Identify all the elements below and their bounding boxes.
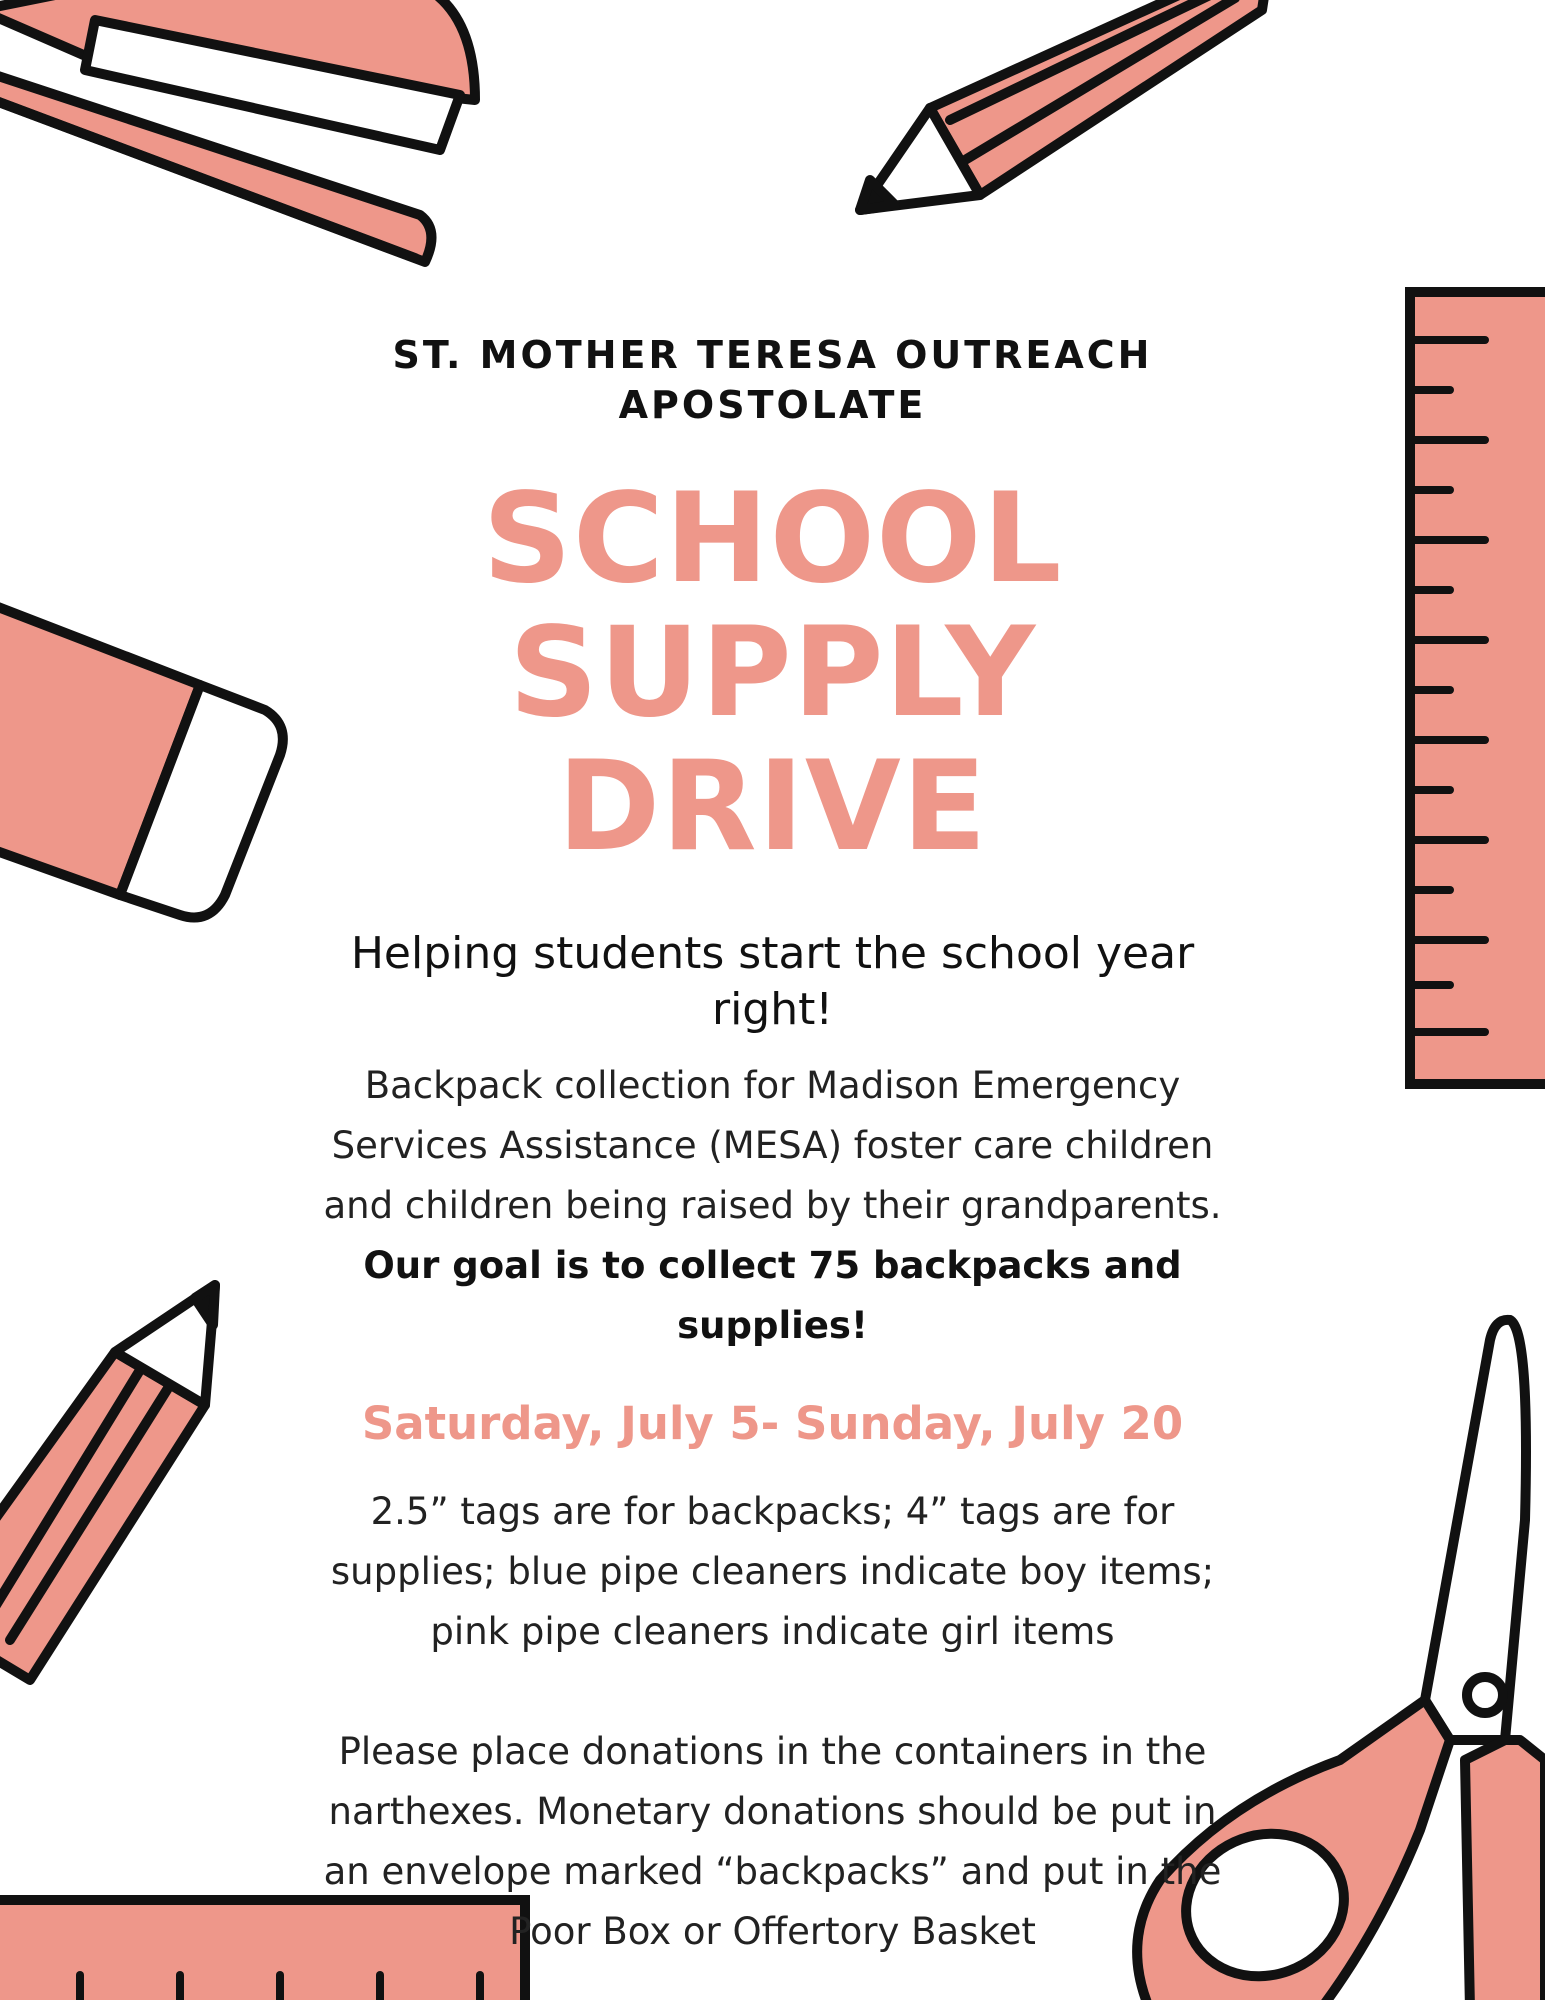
organization-line-2: APOSTOLATE (618, 383, 927, 427)
subtitle: Helping students start the school year right! (350, 928, 1195, 1035)
description-line: Services Assistance (MESA) foster care children (331, 1124, 1214, 1167)
page-title (290, 467, 1255, 879)
donation-line: an envelope marked “backpacks” and put in the (323, 1850, 1222, 1893)
tag-line: 2.5” tags are for backpacks; 4” tags are for (370, 1490, 1175, 1533)
goal-line: supplies! (677, 1304, 868, 1347)
description-line: Backpack collection for Madison Emergency (364, 1064, 1181, 1107)
flyer-content (290, 330, 1255, 1962)
donation-line: Poor Box or Offertory Basket (509, 1910, 1036, 1953)
title-line-2: SUPPLY DRIVE (508, 601, 1037, 879)
title-line-1: SCHOOL (482, 467, 1063, 611)
ruler-icon (1410, 292, 1545, 1084)
description-line: and children being raised by their grandparents. (323, 1184, 1222, 1227)
tag-line: pink pipe cleaners indicate girl items (430, 1610, 1115, 1653)
tag-instructions (290, 1482, 1255, 1662)
donation-line: Please place donations in the containers in the (338, 1730, 1207, 1773)
eraser-icon (0, 600, 283, 918)
pencil-icon (0, 1285, 215, 1680)
pencil-icon (860, 0, 1265, 210)
donation-instructions (290, 1722, 1255, 1962)
donation-line: narthexes. Monetary donations should be put in (328, 1790, 1217, 1833)
goal-line: Our goal is to collect 75 backpacks and (363, 1244, 1182, 1287)
event-dates: Saturday, July 5- Sunday, July 20 (361, 1397, 1184, 1450)
organization-name (290, 330, 1255, 430)
tag-line: supplies; blue pipe cleaners indicate boy items; (330, 1550, 1215, 1593)
description (290, 1056, 1255, 1236)
organization-line-1: ST. MOTHER TERESA OUTREACH (392, 333, 1153, 377)
stapler-icon (0, 0, 475, 262)
goal-statement (290, 1236, 1255, 1356)
